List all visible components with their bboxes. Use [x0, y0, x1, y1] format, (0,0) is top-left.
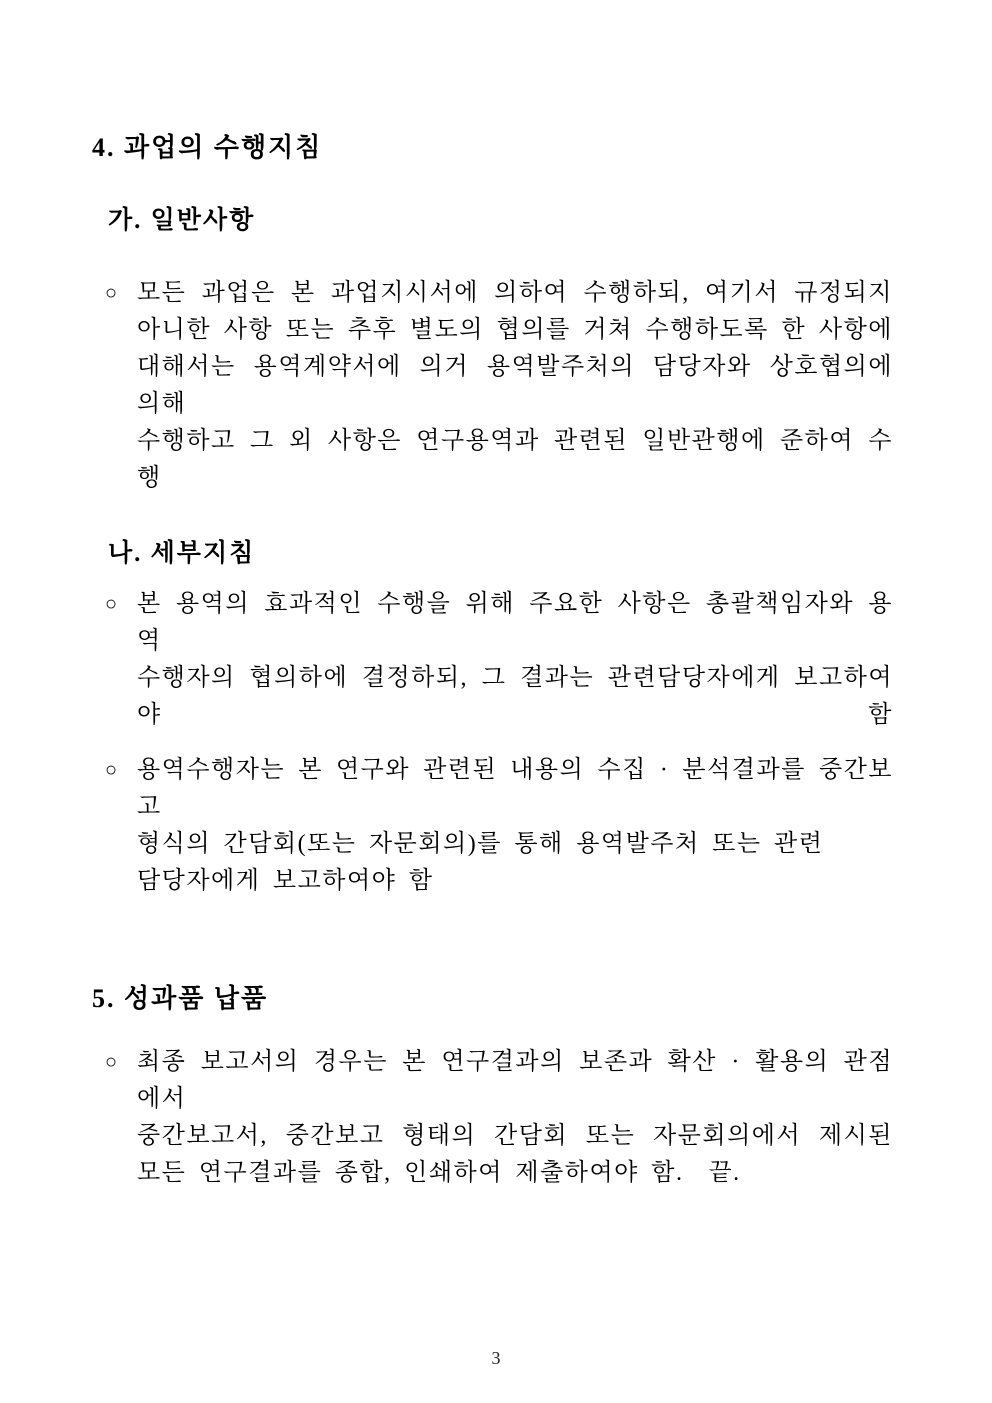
text-line: 수행하고 그 외 사항은 연구용역과 관련된 일반관행에 준하여 수행 [137, 428, 893, 491]
page-number: 3 [491, 1348, 501, 1368]
bullet-paragraph-text [137, 586, 893, 734]
subsection-na-heading: 나. 세부지침 [108, 540, 256, 567]
bullet-paragraph [105, 1044, 893, 1192]
section-5-heading: 5. 성과품 납품 [92, 984, 269, 1013]
text-line: 본 용역의 효과적인 수행을 위해 주요한 사항은 총괄책임자와 용역 [137, 591, 893, 654]
section-4-heading: 4. 과업의 수행지침 [92, 133, 323, 162]
bullet-paragraph [105, 275, 906, 497]
text-line: 모든 연구결과를 종합, 인쇄하여 제출하여야 함. 끝. [137, 1160, 741, 1186]
text-line: 담당자에게 보고하여야 함 [137, 868, 434, 894]
text-line: 모든 과업은 본 과업지시서에 의하여 수행하되, 여기서 규정되지 [137, 280, 893, 306]
text-line: 대해서는 용역계약서에 의거 용역발주처의 담당자와 상호협의에 의해 [137, 354, 906, 417]
bullet-circle-icon: ○ [105, 282, 118, 304]
text-line: 수행자의 협의하에 결정하되, 그 결과는 관련담당자에게 보고하여야 함 [137, 665, 893, 728]
bullet-paragraph [105, 752, 893, 900]
document-content [92, 132, 906, 1192]
bullet-circle-icon: ○ [105, 759, 118, 781]
bullet-paragraph [105, 586, 893, 734]
bullet-paragraph-text [137, 1044, 893, 1192]
bullet-paragraph-text [137, 752, 893, 900]
text-line: 아니한 사항 또는 추후 별도의 협의를 거쳐 수행하도록 한 사항에 [137, 317, 893, 343]
bullet-paragraph-text [137, 275, 906, 497]
bullet-circle-icon: ○ [105, 593, 118, 615]
bullet-circle-icon: ○ [105, 1051, 118, 1073]
text-line: 용역수행자는 본 연구와 관련된 내용의 수집 · 분석결과를 중간보고 [137, 757, 893, 820]
text-line: 중간보고서, 중간보고 형태의 간담회 또는 자문회의에서 제시된 [137, 1123, 893, 1149]
text-line: 형식의 간담회(또는 자문회의)를 통해 용역발주처 또는 관련 [137, 831, 824, 857]
subsection-ga-heading: 가. 일반사항 [108, 207, 256, 234]
text-line: 최종 보고서의 경우는 본 연구결과의 보존과 확산 · 활용의 관점에서 [137, 1049, 893, 1112]
